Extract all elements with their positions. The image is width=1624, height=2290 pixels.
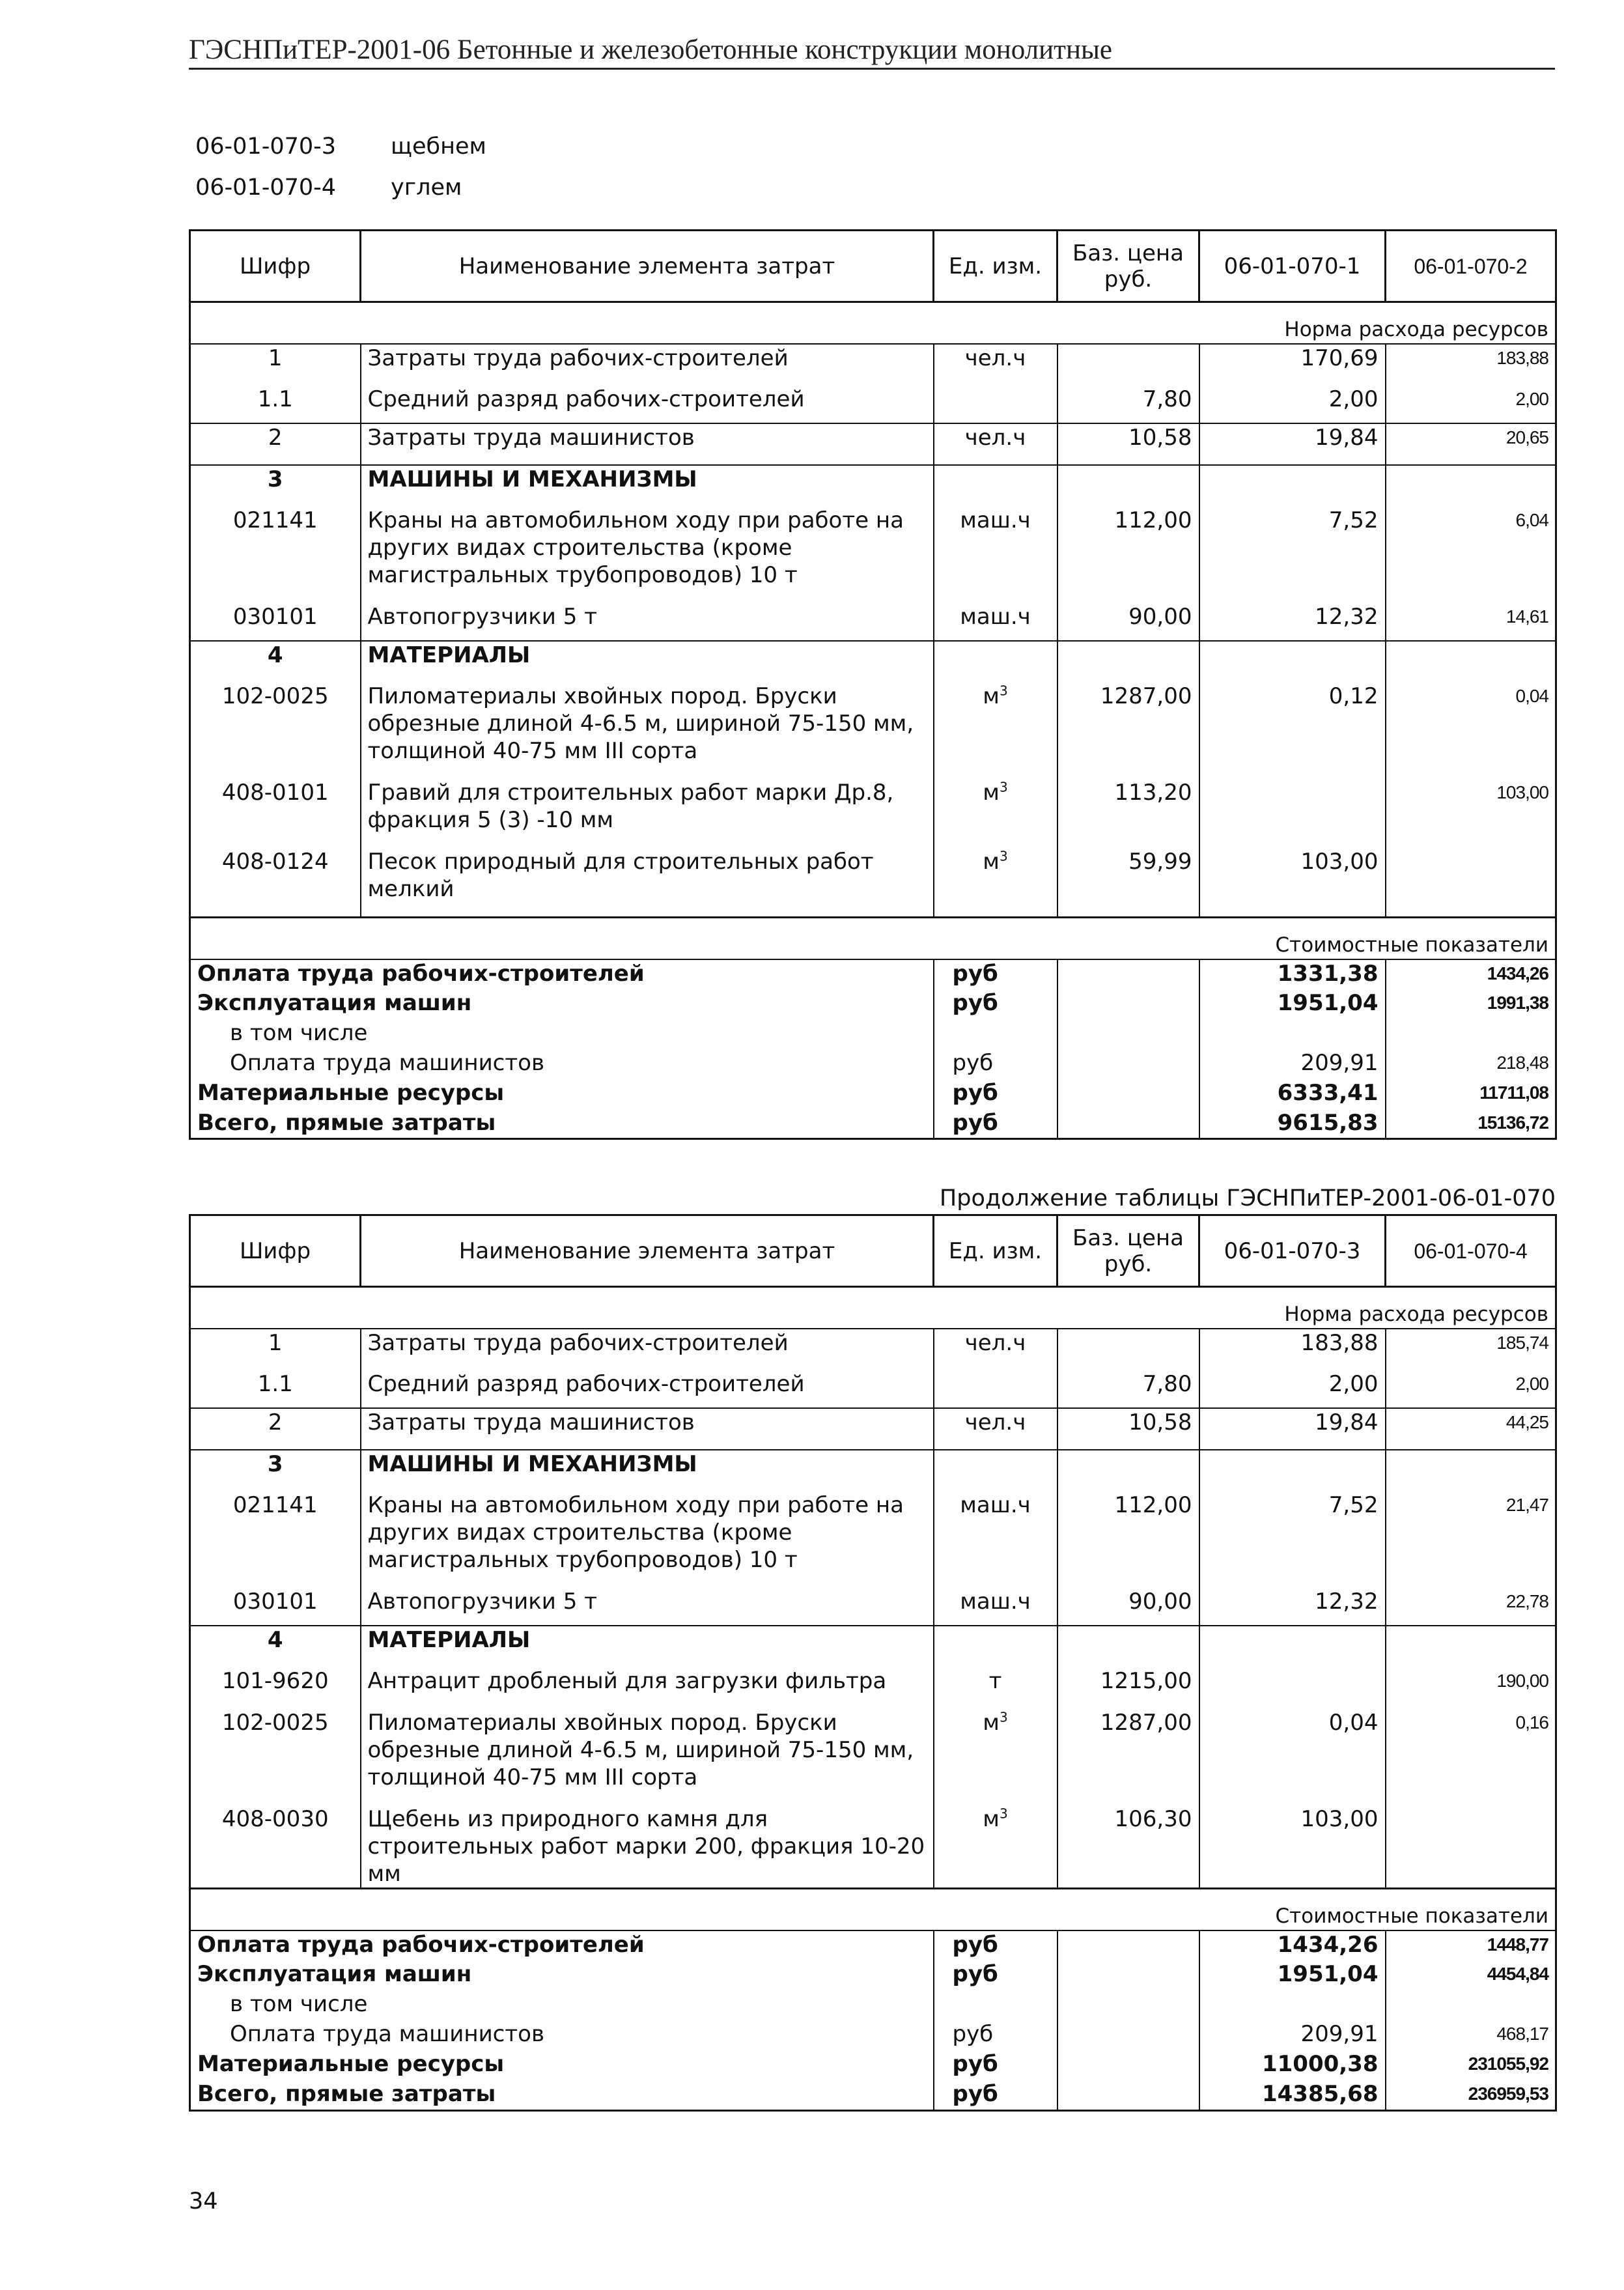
- row-name: Гравий для строительных работ марки Др.8, фракция 5 (3) -10 мм: [361, 779, 934, 848]
- norm-label: Норма расхода ресурсов: [190, 1287, 1556, 1329]
- header-row: [190, 231, 1556, 302]
- row-unit: $м^3$: [934, 1709, 1057, 1805]
- cost-row: [190, 1049, 1556, 1079]
- row-value-1: 170,69: [1199, 344, 1386, 386]
- row-value-2: [1386, 1626, 1556, 1667]
- table-row: [190, 1626, 1556, 1667]
- row-value-1: [1199, 465, 1386, 507]
- table-row: [190, 1408, 1556, 1450]
- cost-row: [190, 2080, 1556, 2110]
- header-price: Баз. цена руб.: [1057, 1215, 1199, 1287]
- row-name: Средний разряд рабочих-строителей: [361, 386, 934, 423]
- cost-row: [190, 2050, 1556, 2080]
- table-row: [190, 1370, 1556, 1408]
- row-price: 1287,00: [1057, 683, 1199, 779]
- row-code: 030101: [190, 603, 361, 641]
- cost-row-value-1: 209,91: [1199, 2020, 1386, 2050]
- row-price: 1215,00: [1057, 1667, 1199, 1709]
- intro-code: 06-01-070-3: [195, 134, 337, 160]
- cost-row-price: [1057, 989, 1199, 1019]
- cost-row-label: Оплата труда рабочих-строителей: [190, 959, 934, 989]
- row-code: 4: [190, 1626, 361, 1667]
- cost-row-value-2: 1448,77: [1386, 1930, 1556, 1960]
- row-code: 2: [190, 423, 361, 465]
- cost-label-row: [190, 1889, 1556, 1931]
- cost-row: [190, 989, 1556, 1019]
- table-row: [190, 423, 1556, 465]
- row-name: МАШИНЫ И МЕХАНИЗМЫ: [361, 1450, 934, 1491]
- cost-row-price: [1057, 2050, 1199, 2080]
- row-unit: [934, 1626, 1057, 1667]
- row-value-1: 12,32: [1199, 1588, 1386, 1626]
- table-row: [190, 465, 1556, 507]
- table-row: [190, 1491, 1556, 1588]
- resource-table-1: [189, 229, 1557, 1140]
- header-name: Наименование элемента затрат: [361, 231, 934, 302]
- row-value-2: [1386, 641, 1556, 683]
- intro-code: 06-01-070-4: [195, 175, 337, 201]
- row-code: 3: [190, 465, 361, 507]
- row-unit: [934, 1370, 1057, 1408]
- row-unit: чел.ч: [934, 344, 1057, 386]
- row-value-1: [1199, 1626, 1386, 1667]
- row-unit: $м^3$: [934, 683, 1057, 779]
- cost-row-value-2: 1434,26: [1386, 959, 1556, 989]
- row-price: 7,80: [1057, 1370, 1199, 1408]
- unit-superscript: 3: [999, 779, 1008, 795]
- cost-row-label: Всего, прямые затраты: [190, 2080, 934, 2110]
- row-code: 408-0124: [190, 848, 361, 917]
- row-value-2: 6,04: [1386, 507, 1556, 603]
- row-price: [1057, 641, 1199, 683]
- row-code: 1: [190, 1329, 361, 1370]
- cost-row-value-2: 236959,53: [1386, 2080, 1556, 2110]
- cost-row-unit: руб: [934, 2080, 1057, 2110]
- cost-row-unit: [934, 1990, 1057, 2020]
- row-code: 1: [190, 344, 361, 386]
- row-value-1: 7,52: [1199, 1491, 1386, 1588]
- row-value-2: 22,78: [1386, 1588, 1556, 1626]
- cost-row: [190, 2020, 1556, 2050]
- row-value-1: 7,52: [1199, 507, 1386, 603]
- row-value-2: 0,04: [1386, 683, 1556, 779]
- unit-superscript: 3: [999, 1709, 1008, 1725]
- cost-row-label: Материальные ресурсы: [190, 1079, 934, 1109]
- cost-row-unit: руб: [934, 1079, 1057, 1109]
- row-value-1: [1199, 1667, 1386, 1709]
- header-unit: Ед. изм.: [934, 1215, 1057, 1287]
- row-unit: чел.ч: [934, 1329, 1057, 1370]
- row-code: 4: [190, 641, 361, 683]
- cost-row-value-1: 9615,83: [1199, 1109, 1386, 1139]
- table-row: [190, 683, 1556, 779]
- cost-row: [190, 1930, 1556, 1960]
- row-code: 2: [190, 1408, 361, 1450]
- row-name: Краны на автомобильном ходу при работе на других видах строительства (кроме магистральных трубопроводов) 10 т: [361, 1491, 934, 1588]
- cost-row-value-2: 4454,84: [1386, 1960, 1556, 1990]
- row-name: Щебень из природного камня для строительных работ марки 200, фракция 10-20 мм: [361, 1805, 934, 1889]
- cost-row-price: [1057, 1990, 1199, 2020]
- table-row: [190, 779, 1556, 848]
- cost-row: [190, 1960, 1556, 1990]
- cost-label: Стоимостные показатели: [190, 1889, 1556, 1931]
- row-value-1: 19,84: [1199, 423, 1386, 465]
- row-value-2: 20,65: [1386, 423, 1556, 465]
- row-price: 10,58: [1057, 423, 1199, 465]
- header-col1: 06-01-070-3: [1199, 1215, 1386, 1287]
- cost-row-label: Оплата труда рабочих-строителей: [190, 1930, 934, 1960]
- row-unit: $м^3$: [934, 1805, 1057, 1889]
- cost-row-unit: руб: [934, 989, 1057, 1019]
- row-unit: $м^3$: [934, 848, 1057, 917]
- row-value-2: 14,61: [1386, 603, 1556, 641]
- row-value-1: 0,04: [1199, 1709, 1386, 1805]
- row-name: Затраты труда рабочих-строителей: [361, 1329, 934, 1370]
- cost-row-value-2: 11711,08: [1386, 1079, 1556, 1109]
- row-unit: чел.ч: [934, 1408, 1057, 1450]
- row-value-2: 44,25: [1386, 1408, 1556, 1450]
- cost-row: [190, 1019, 1556, 1049]
- row-value-2: [1386, 1450, 1556, 1491]
- cost-row-label: Всего, прямые затраты: [190, 1109, 934, 1139]
- row-price: [1057, 465, 1199, 507]
- cost-row-price: [1057, 1019, 1199, 1049]
- page-header: ГЭСНПиТЕР-2001-06 Бетонные и железобетонные конструкции монолитные: [189, 35, 1112, 65]
- cost-row-value-2: [1386, 1990, 1556, 2020]
- row-unit: [934, 465, 1057, 507]
- resource-table-2: [189, 1214, 1557, 2112]
- table-row: [190, 386, 1556, 423]
- cost-row: [190, 1109, 1556, 1139]
- page-number: 34: [189, 2188, 218, 2214]
- cost-row-value-1: [1199, 1019, 1386, 1049]
- cost-row-label: в том числе: [190, 1019, 934, 1049]
- table-row: [190, 1588, 1556, 1626]
- cost-row-value-1: 14385,68: [1199, 2080, 1386, 2110]
- cost-row-unit: руб: [934, 1930, 1057, 1960]
- row-price: 1287,00: [1057, 1709, 1199, 1805]
- cost-row-value-2: 15136,72: [1386, 1109, 1556, 1139]
- unit-superscript: 3: [999, 1805, 1008, 1822]
- cost-row-value-1: 1951,04: [1199, 1960, 1386, 1990]
- row-unit: [934, 386, 1057, 423]
- cost-row-unit: руб: [934, 959, 1057, 989]
- cost-row-unit: руб: [934, 1109, 1057, 1139]
- row-code: 1.1: [190, 1370, 361, 1408]
- row-name: Средний разряд рабочих-строителей: [361, 1370, 934, 1408]
- table-row: [190, 1667, 1556, 1709]
- cost-row: [190, 1079, 1556, 1109]
- cost-row-value-2: 218,48: [1386, 1049, 1556, 1079]
- row-name: Песок природный для строительных работ мелкий: [361, 848, 934, 917]
- row-code: 021141: [190, 1491, 361, 1588]
- row-value-1: 2,00: [1199, 386, 1386, 423]
- cost-row-unit: руб: [934, 1049, 1057, 1079]
- cost-row-value-1: 1951,04: [1199, 989, 1386, 1019]
- cost-row-value-2: 231055,92: [1386, 2050, 1556, 2080]
- cost-row: [190, 959, 1556, 989]
- table-row: [190, 603, 1556, 641]
- header-rule: [189, 68, 1555, 70]
- intro-text: углем: [391, 175, 462, 201]
- intro-line: [195, 134, 486, 160]
- header-row: [190, 1215, 1556, 1287]
- row-name: Краны на автомобильном ходу при работе на других видах строительства (кроме магистральных трубопроводов) 10 т: [361, 507, 934, 603]
- header-price: Баз. цена руб.: [1057, 231, 1199, 302]
- intro-text: щебнем: [391, 134, 486, 160]
- row-value-2: 2,00: [1386, 386, 1556, 423]
- table-row: [190, 848, 1556, 917]
- row-unit: маш.ч: [934, 1491, 1057, 1588]
- row-value-2: 183,88: [1386, 344, 1556, 386]
- row-price: 10,58: [1057, 1408, 1199, 1450]
- row-name: Пиломатериалы хвойных пород. Бруски обрезные длиной 4-6.5 м, шириной 75-150 мм, толщиной 40-75 мм III сорта: [361, 1709, 934, 1805]
- row-price: 113,20: [1057, 779, 1199, 848]
- intro-line: [195, 175, 462, 201]
- row-value-1: [1199, 641, 1386, 683]
- row-value-2: 21,47: [1386, 1491, 1556, 1588]
- row-price: 112,00: [1057, 507, 1199, 603]
- cost-row-unit: руб: [934, 1960, 1057, 1990]
- header-col2: 06-01-070-2: [1386, 231, 1556, 302]
- cost-row-unit: руб: [934, 2050, 1057, 2080]
- cost-row-value-1: [1199, 1990, 1386, 2020]
- row-value-1: [1199, 779, 1386, 848]
- row-price: 106,30: [1057, 1805, 1199, 1889]
- cost-row-value-1: 1331,38: [1199, 959, 1386, 989]
- cost-row-price: [1057, 1049, 1199, 1079]
- row-value-1: 19,84: [1199, 1408, 1386, 1450]
- cost-row-value-1: 1434,26: [1199, 1930, 1386, 1960]
- norm-label: Норма расхода ресурсов: [190, 302, 1556, 345]
- row-name: МАТЕРИАЛЫ: [361, 1626, 934, 1667]
- cost-row-value-2: 468,17: [1386, 2020, 1556, 2050]
- row-unit: маш.ч: [934, 507, 1057, 603]
- row-name: Автопогрузчики 5 т: [361, 1588, 934, 1626]
- row-name: Автопогрузчики 5 т: [361, 603, 934, 641]
- row-unit: $м^3$: [934, 779, 1057, 848]
- cost-row-value-2: 1991,38: [1386, 989, 1556, 1019]
- row-name: МАШИНЫ И МЕХАНИЗМЫ: [361, 465, 934, 507]
- row-price: 90,00: [1057, 1588, 1199, 1626]
- cost-row-price: [1057, 2020, 1199, 2050]
- row-value-2: [1386, 465, 1556, 507]
- unit-superscript: 3: [999, 848, 1008, 864]
- cost-row-value-1: 6333,41: [1199, 1079, 1386, 1109]
- row-price: 59,99: [1057, 848, 1199, 917]
- cost-row-label: Оплата труда машинистов: [190, 2020, 934, 2050]
- cost-row-price: [1057, 1079, 1199, 1109]
- cost-label-row: [190, 917, 1556, 959]
- row-name: Затраты труда машинистов: [361, 423, 934, 465]
- row-unit: чел.ч: [934, 423, 1057, 465]
- table-caption: Продолжение таблицы ГЭСНПиТЕР-2001-06-01-070: [939, 1185, 1556, 1211]
- row-value-1: 12,32: [1199, 603, 1386, 641]
- header-unit: Ед. изм.: [934, 231, 1057, 302]
- row-name: Пиломатериалы хвойных пород. Бруски обрезные длиной 4-6.5 м, шириной 75-150 мм, толщиной 40-75 мм III сорта: [361, 683, 934, 779]
- row-price: 7,80: [1057, 386, 1199, 423]
- row-code: 3: [190, 1450, 361, 1491]
- header-code: Шифр: [190, 1215, 361, 1287]
- header-col1: 06-01-070-1: [1199, 231, 1386, 302]
- row-code: 408-0030: [190, 1805, 361, 1889]
- row-unit: маш.ч: [934, 603, 1057, 641]
- cost-row-price: [1057, 959, 1199, 989]
- table-row: [190, 1805, 1556, 1889]
- row-value-2: 2,00: [1386, 1370, 1556, 1408]
- row-name: Затраты труда машинистов: [361, 1408, 934, 1450]
- cost-label: Стоимостные показатели: [190, 917, 1556, 959]
- row-price: 90,00: [1057, 603, 1199, 641]
- cost-row-unit: руб: [934, 2020, 1057, 2050]
- row-value-1: 103,00: [1199, 848, 1386, 917]
- row-name: МАТЕРИАЛЫ: [361, 641, 934, 683]
- norm-row: [190, 302, 1556, 345]
- cost-row-label: Материальные ресурсы: [190, 2050, 934, 2080]
- cost-row-label: Оплата труда машинистов: [190, 1049, 934, 1079]
- row-value-2: 190,00: [1386, 1667, 1556, 1709]
- table-row: [190, 507, 1556, 603]
- table-row: [190, 1329, 1556, 1370]
- row-value-1: 0,12: [1199, 683, 1386, 779]
- row-code: 021141: [190, 507, 361, 603]
- cost-row-label: в том числе: [190, 1990, 934, 2020]
- table-row: [190, 1450, 1556, 1491]
- row-value-2: 103,00: [1386, 779, 1556, 848]
- cost-row-value-1: 209,91: [1199, 1049, 1386, 1079]
- header-code: Шифр: [190, 231, 361, 302]
- cost-row-label: Эксплуатация машин: [190, 1960, 934, 1990]
- row-price: [1057, 1626, 1199, 1667]
- cost-row-label: Эксплуатация машин: [190, 989, 934, 1019]
- row-name: Затраты труда рабочих-строителей: [361, 344, 934, 386]
- cost-row-price: [1057, 2080, 1199, 2110]
- row-unit: [934, 641, 1057, 683]
- row-code: 408-0101: [190, 779, 361, 848]
- row-unit: [934, 1450, 1057, 1491]
- header-name: Наименование элемента затрат: [361, 1215, 934, 1287]
- row-value-1: 2,00: [1199, 1370, 1386, 1408]
- row-unit: т: [934, 1667, 1057, 1709]
- row-price: [1057, 1329, 1199, 1370]
- row-value-1: [1199, 1450, 1386, 1491]
- header-col2: 06-01-070-4: [1386, 1215, 1556, 1287]
- cost-row-value-2: [1386, 1019, 1556, 1049]
- unit-superscript: 3: [999, 683, 1008, 699]
- row-value-2: 185,74: [1386, 1329, 1556, 1370]
- row-value-2: [1386, 1805, 1556, 1889]
- cost-row: [190, 1990, 1556, 2020]
- row-name: Антрацит дробленый для загрузки фильтра: [361, 1667, 934, 1709]
- cost-row-value-1: 11000,38: [1199, 2050, 1386, 2080]
- row-code: 101-9620: [190, 1667, 361, 1709]
- row-value-1: 103,00: [1199, 1805, 1386, 1889]
- row-value-2: [1386, 848, 1556, 917]
- row-price: [1057, 1450, 1199, 1491]
- table-row: [190, 1709, 1556, 1805]
- cost-row-price: [1057, 1930, 1199, 1960]
- row-unit: маш.ч: [934, 1588, 1057, 1626]
- row-price: [1057, 344, 1199, 386]
- norm-row: [190, 1287, 1556, 1329]
- table-row: [190, 344, 1556, 386]
- row-code: 1.1: [190, 386, 361, 423]
- cost-row-price: [1057, 1960, 1199, 1990]
- row-value-1: 183,88: [1199, 1329, 1386, 1370]
- table-row: [190, 641, 1556, 683]
- row-code: 102-0025: [190, 1709, 361, 1805]
- row-code: 102-0025: [190, 683, 361, 779]
- row-value-2: 0,16: [1386, 1709, 1556, 1805]
- cost-row-unit: [934, 1019, 1057, 1049]
- row-code: 030101: [190, 1588, 361, 1626]
- row-price: 112,00: [1057, 1491, 1199, 1588]
- cost-row-price: [1057, 1109, 1199, 1139]
